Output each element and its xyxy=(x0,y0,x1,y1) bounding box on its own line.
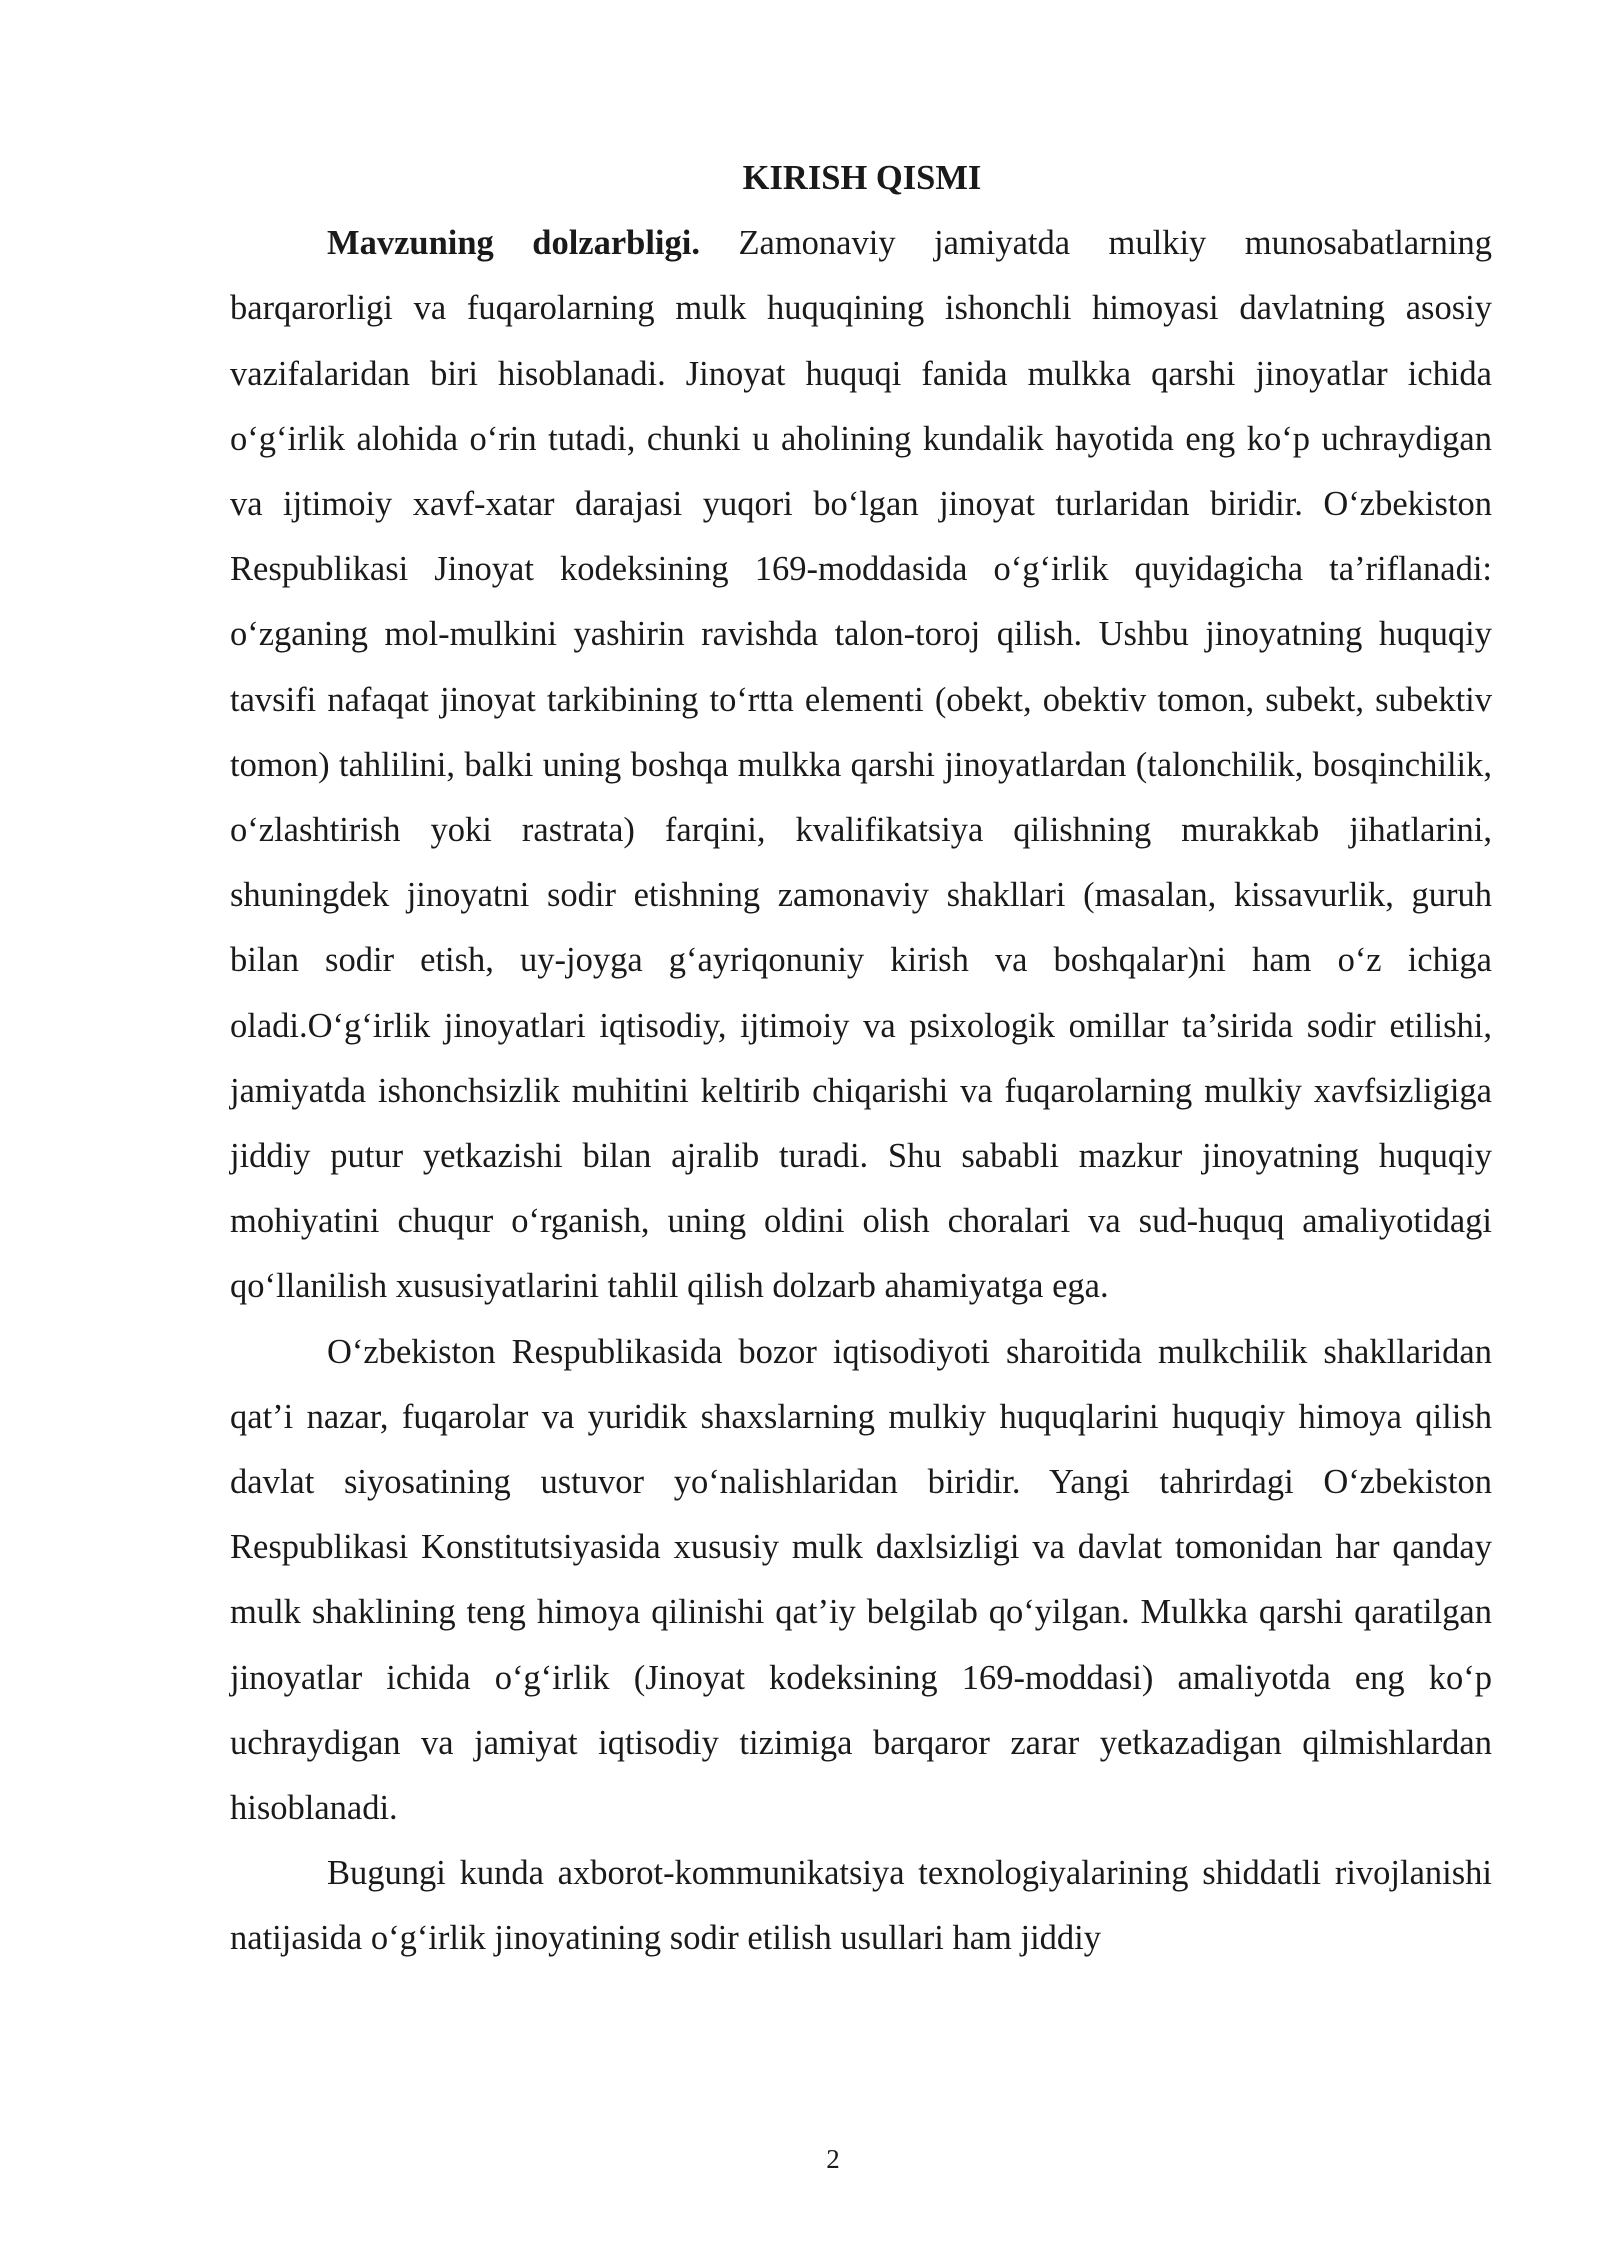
paragraph-property-rights xyxy=(230,1320,1492,1842)
paragraph-text: Zamonaviy jamiyatda mulkiy munosabatlarning barqarorligi va fuqarolarning mulk huquqining ishonchli himoyasi davlatning asosiy vazifalaridan biri hisoblanadi. Jinoyat huquqi fanida mulkka qarshi jinoyatlar ichida o‘g‘irlik alohida o‘rin tutadi, chunki u aholining kundalik hayotida eng ko‘p uchraydigan va ijtimoiy xavf-xatar darajasi yuqori bo‘lgan jinoyat turlaridan biridir. O‘zbekiston Respublikasi Jinoyat kodeksining 169-moddasida o‘g‘irlik quyidagicha ta’riflanadi: o‘zganing mol-mulkini yashirin ravishda talon-toroj qilish. Ushbu jinoyatning huquqiy tavsifi nafaqat jinoyat tarkibining to‘rtta elementi (obekt, obektiv tomon, subekt, subektiv tomon) tahlilini, balki uning boshqa mulkka qarshi jinoyatlardan (talonchilik, bosqinchilik, o‘zlashtirish yoki rastrata) farqini, kvalifikatsiya qilishning murakkab jihatlarini, shuningdek jinoyatni sodir etishning zamonaviy shakllari (masalan, kissavurlik, guruh bilan sodir etish, uy-joyga g‘ayriqonuniy kirish va boshqalar)ni ham o‘z ichiga oladi.O‘g‘irlik jinoyatlari iqtisodiy, ijtimoiy va psixologik omillar ta’sirida sodir etilishi, jamiyatda ishonchsizlik muhitini keltirib chiqarishi va fuqarolarning mulkiy xavfsizligiga jiddiy putur yetkazishi bilan ajralib turadi. Shu sababli mazkur jinoyatning huquqiy mohiyatini chuqur o‘rganish, uning oldini olish choralari va sud-huquq amaliyotidagi qo‘llanilish xususiyatlarini tahlil qilish dolzarb ahamiyatga ega. xyxy=(230,224,1492,1306)
paragraph-text: Bugungi kunda axborot-kommunikatsiya texnologiyalarining shiddatli rivojlanishi natijasida o‘g‘irlik jinoyatining sodir etilish usullari ham jiddiy xyxy=(230,1854,1492,1958)
paragraph-text: O‘zbekiston Respublikasida bozor iqtisodiyoti sharoitida mulkchilik shakllaridan qat’i nazar, fuqarolar va yuridik shaxslarning mulkiy huquqlarini huquqiy himoya qilish davlat siyosatining ustuvor yo‘nalishlaridan biridir. Yangi tahrirdagi O‘zbekiston Respublikasi Konstitutsiyasida xususiy mulk daxlsizligi va davlat tomonidan har qanday mulk shaklining teng himoya qilinishi qat’iy belgilab qo‘yilgan. Mulkka qarshi qaratilgan jinoyatlar ichida o‘g‘irlik (Jinoyat kodeksining 169-moddasi) amaliyotda eng ko‘p uchraydigan va jamiyat iqtisodiy tizimiga barqaror zarar yetkazadigan qilmishlardan hisoblanadi. xyxy=(230,1332,1492,1828)
document-body xyxy=(230,146,1492,1972)
paragraph-technology xyxy=(230,1841,1492,1971)
page-number: 2 xyxy=(826,2144,840,2174)
page-title: KIRISH QISMI xyxy=(742,159,982,197)
paragraph-lead: Mavzuning dolzarbligi. xyxy=(327,224,700,263)
paragraph-relevance xyxy=(230,211,1492,1319)
